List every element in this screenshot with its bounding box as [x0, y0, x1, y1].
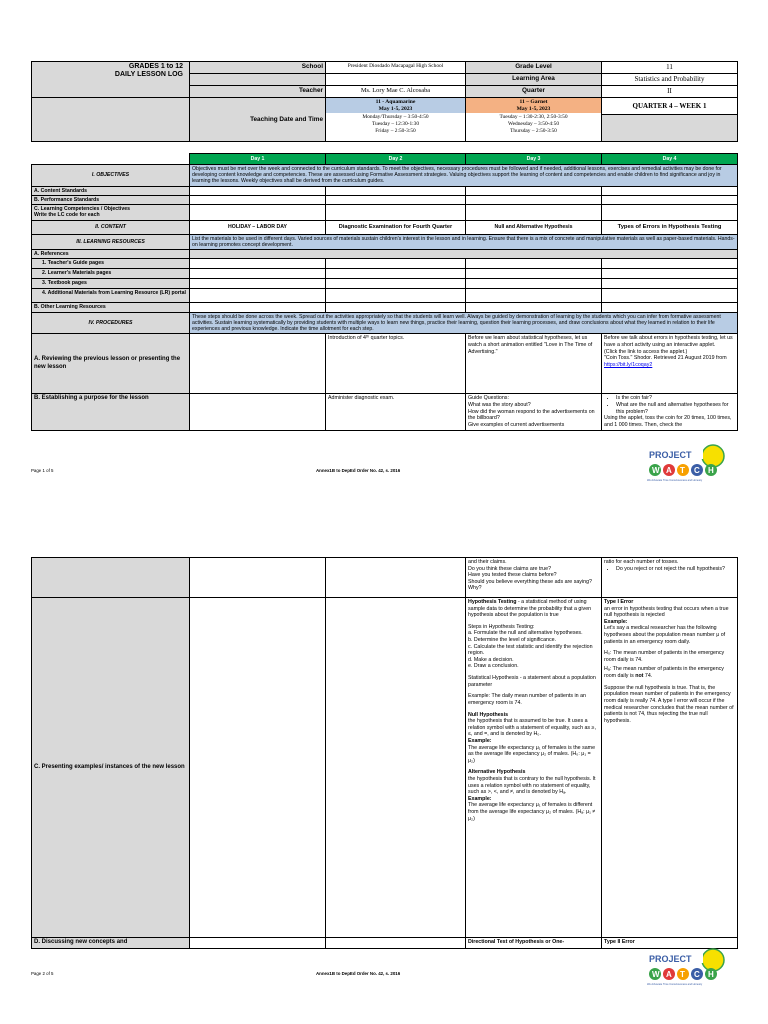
proc-d-day-3: Directional Test of Hypothesis or One-	[466, 938, 602, 949]
type-1-example: Let's say a medical researcher has the following hypotheses about the population mean number μ of patients in an emergency room daily.	[604, 625, 726, 645]
sect1-time-2: Tuesday – 12:30-1:30	[371, 121, 420, 128]
section-aquamarine	[326, 98, 466, 142]
proc-a-label: A. Reviewing the previous lesson or presenting the new lesson	[32, 334, 190, 394]
day-3-cont-line-2: Do you think these claims are true?	[468, 565, 552, 572]
logo-letter-a-1: A	[666, 466, 672, 475]
null-title: Null Hypothesis	[468, 711, 509, 718]
teacher-label: Teacher	[190, 86, 326, 98]
day-4-cont-bullet: • Do you reject or not reject the null hypothesis?	[616, 566, 735, 573]
competencies-label	[32, 205, 190, 220]
title-line-2: DAILY LESSON LOG	[114, 71, 183, 79]
day-4-cont-line-1: ratio for each number of tosses.	[604, 559, 679, 565]
resources-note: List the materials to be used in different days. Varied sources of materials sustain children's interest in the lesson and in learning. Ensure that there is a mix of concrete and manipulative materials as well as paper-based materials. Hands-on learning promotes concept development.	[190, 234, 738, 249]
proc-a-day-4-text-1: Before we talk about errors in hypothesis testing, let us have a short activity using an interactive applet.	[604, 335, 733, 348]
day-4-cont	[602, 558, 738, 598]
references-label: A. References	[32, 250, 190, 259]
lesson-table-page-2	[31, 557, 738, 949]
quarter-week-cell	[602, 98, 738, 142]
logo-letter-t-1: T	[680, 466, 685, 475]
proc-b-day-3-line-4: Give examples of current advertisements	[468, 421, 565, 428]
annex-note-1: Annex1B to DepEd Order No. 42, s. 2016	[316, 468, 401, 473]
grade-level-value: 11	[602, 62, 738, 74]
type-1-ha-start: Hₐ: The mean number of patients in the emergency room daily is	[604, 666, 724, 680]
null-example: The average life expectancy μ₁ of females is the same as the average life expectancy μ₂ of males. (H₀: μ₁ = μ₂)	[468, 744, 596, 764]
logo-letter-c-1: C	[694, 466, 700, 475]
step-b: b. Determine the level of significance.	[468, 637, 557, 644]
proc-c-day-3	[466, 598, 602, 938]
ref-lr-portal: 4. Additional Materials from Learning Resource (LR) portal	[32, 289, 190, 303]
grade-level-label: Grade Level	[466, 62, 602, 74]
day-3-header: Day 3	[466, 154, 602, 165]
proc-c-day-4	[602, 598, 738, 938]
proc-b-day-4-bullet-2: • What are the null and alternative hypotheses for this problem?	[616, 402, 735, 415]
quarter-label: Quarter	[466, 86, 602, 98]
proc-b-day-4-text: Using the applet, toss the coin for 20 times, 100 times, and 1 000 times. Then, check the	[604, 415, 732, 428]
type-1-h0: H₀: The mean number of patients in the emergency room daily is 74.	[604, 650, 725, 663]
procedures-note: These steps should be done across the week. Spread out the activities appropriately so that the students will learn well. Always be guided by demonstration of learning by the students which you can infer from formative assessment activities. Sustain learning systematically by providing students with multiple ways to learn new things, practice their learning, question their learning processes, and draw conclusions about what they learned in relation to their life experiences and previous knowledge. Indicate the time allotment for each step.	[190, 312, 738, 334]
ht-title: Hypothesis Testing	[468, 599, 517, 605]
null-def: the hypothesis that is assumed to be true. It uses a relation symbol with a statement of equality, such as ≥, ≤, and =, and is denoted by H₀.	[468, 718, 596, 738]
type-1-title: Type I Error	[604, 599, 634, 605]
content-day-2: Diagnostic Examination for Fourth Quarter	[326, 220, 466, 234]
alt-example: The average life expectancy μ₁ of females is different from the average life expectancy μ₂ of males. (Hₐ: μ₁ ≠ μ₂)	[468, 802, 596, 822]
sect2-date: May 1-5, 2023	[516, 105, 551, 112]
day-3-cont-line-4: Should you believe everything these ads are saying? Why?	[468, 578, 592, 592]
content-label: II. CONTENT	[32, 220, 190, 234]
alt-def: the hypothesis that is contrary to the null hypothesis. It uses a relation symbol with no statement of equality, such as >, <, and ≠, and is denoted by Hₐ.	[468, 776, 596, 796]
applet-link[interactable]: https://bit.ly/1coqay2	[604, 361, 653, 368]
logo-project-text-2: PROJECT	[649, 954, 692, 964]
logo-letter-a-2: A	[666, 970, 672, 979]
school-label: School	[190, 62, 326, 74]
annex-note-2: Annex1B to DepEd Order No. 42, s. 2016	[316, 971, 401, 976]
content-day-4: Types of Errors in Hypothesis Testing	[602, 220, 738, 234]
day-3-cont-line-1: and their claims.	[468, 559, 507, 565]
step-a: a. Formulate the null and alternative hypotheses.	[468, 630, 583, 637]
competencies-line-1: C. Learning Competencies / Objectives	[34, 206, 130, 213]
proc-b-day-2: Administer diagnostic exam.	[326, 394, 466, 431]
proc-d-label: D. Discussing new concepts and	[32, 938, 190, 949]
proc-b-day-4-bullet-1: • Is the coin fair?	[616, 395, 735, 402]
sect1-date: May 1-5, 2023	[378, 105, 413, 112]
ref-teachers-guide: 1. Teacher's Guide pages	[32, 259, 190, 269]
objectives-label: I. OBJECTIVES	[32, 165, 190, 187]
project-watch-logo-2	[643, 948, 729, 988]
proc-a-day-4-citation: "Coin Toss." Shodor. Retrieved 21 August 2019 from	[604, 355, 727, 362]
objectives-note: Objectives must be met over the week and connected to the curriculum standards. To meet the objectives, necessary procedures must be followed and if needed, additional lessons, exercises and remedial activities may be done for developing content knowledge and competencies. These are assessed using Formative Assessment strategies. Valuing objectives support the learning of content and competencies and enable children to find significance and joy in learning the lessons. Weekly objectives shall be derived from the curriculum guides.	[190, 165, 738, 187]
steps-title: Steps in Hypothesis Testing:	[468, 623, 535, 630]
lesson-table-page-1	[31, 153, 738, 431]
teacher-value: Ms. Lory Mae C. Alcosaba	[326, 86, 466, 98]
page-number-2: Page 2 of 5	[31, 971, 54, 976]
logo-project-text-1: PROJECT	[649, 450, 692, 460]
step-e: e. Draw a conclusion.	[468, 663, 519, 670]
logo-letter-t-2: T	[680, 970, 685, 979]
example-1: Example: The daily mean number of patients in an emergency room is 74.	[468, 693, 586, 706]
day-1-header: Day 1	[190, 154, 326, 165]
quarter-value: II	[602, 86, 738, 98]
ht-def: - a statistical method of using sample data to determine the probability that a given hypothesis about the population is true	[468, 599, 592, 619]
sect1-time-3: Friday – 2:50-3:50	[375, 128, 416, 135]
day-4-header: Day 4	[602, 154, 738, 165]
ref-textbook: 3. Textbook pages	[32, 279, 190, 289]
type-1-ha-not: not	[635, 673, 644, 680]
content-day-1: HOLIDAY – LABOR DAY	[190, 220, 326, 234]
type-1-suppose: Suppose the null hypothesis is true. That is, the population mean number of patients in the emergency room daily is really 74. A type I error will occur if the medical researcher concludes that the mean number of patients is not 74, thus rejecting the true null hypothesis.	[604, 684, 734, 724]
proc-a-day-3: Before we learn about statistical hypotheses, let us watch a short animation entitled "Love in The Time of Advertising."	[466, 334, 602, 394]
proc-b-day-4	[602, 394, 738, 431]
type-1-example-label: Example:	[604, 618, 628, 625]
proc-b-label: B. Establishing a purpose for the lesson	[32, 394, 190, 431]
learning-area-value: Statistics and Probability	[602, 74, 738, 86]
step-d: d. Make a decision.	[468, 656, 514, 663]
procedures-label: IV. PROCEDURES	[32, 312, 190, 334]
page-2	[0, 512, 768, 1024]
logo-letter-w-2: W	[652, 970, 660, 979]
day-3-cont-line-3: Have you tested these claims before?	[468, 572, 557, 579]
sect1-name: 11 - Aquamarine	[375, 99, 416, 105]
logo-letter-h-1: H	[708, 466, 714, 475]
type-1-ha-end: 74.	[643, 673, 653, 680]
resources-label: III. LEARNING RESOURCES	[32, 234, 190, 249]
quarter-week: QUARTER 4 – WEEK 1	[602, 98, 737, 115]
type-1-def: an error in hypothesis testing that occurs when a true null hypothesis is rejected	[604, 605, 729, 619]
performance-standards-label: B. Performance Standards	[32, 195, 190, 204]
logo-letter-c-2: C	[694, 970, 700, 979]
school-value: President Diosdado Macapagal High School	[326, 62, 466, 74]
proc-a-day-4	[602, 334, 738, 394]
logo-tagline-1: We Advocate Time Consciousness and Honesty	[647, 479, 703, 482]
teaching-date-label: Teaching Date and Time	[190, 98, 326, 142]
day-2-header: Day 2	[326, 154, 466, 165]
proc-c-label: C. Presenting examples/ instances of the new lesson	[32, 598, 190, 938]
project-watch-logo-1	[643, 444, 729, 484]
competencies-line-2: Write the LC code for each	[34, 212, 100, 219]
proc-a-day-4-text-2: (Click the link to access the applet.)	[604, 348, 688, 355]
sh-def: Statistical Hypothesis - a statement about a population parameter	[468, 675, 596, 688]
other-resources-label: B. Other Learning Resources	[32, 303, 190, 312]
proc-b-day-3	[466, 394, 602, 431]
alt-example-label: Example:	[468, 795, 492, 802]
ref-learners-materials: 2. Learner's Materials pages	[32, 269, 190, 279]
proc-b-day-3-line-1: Guide Questions:	[468, 395, 509, 402]
sect1-time-1: Monday/Thursday – 3:50-4:50	[362, 114, 429, 121]
proc-b-day-3-line-3: How did the woman respond to the advertisements on the billboard?	[468, 408, 595, 422]
logo-letter-h-2: H	[708, 970, 714, 979]
sect2-name: 11 – Garnet	[519, 99, 548, 105]
page-number-1: Page 1 of 5	[31, 468, 54, 473]
content-day-3: Null and Alternative Hypothesis	[466, 220, 602, 234]
logo-tagline-2: We Advocate Time Consciousness and Honesty	[647, 983, 703, 986]
sect2-time-1: Tuesday – 1:30-2:30, 2:50-3:50	[499, 114, 568, 121]
step-c: c. Calculate the test statistic and identify the rejection region.	[468, 643, 593, 657]
sect2-time-3: Thursday – 2:50-3:50	[510, 128, 557, 135]
section-garnet	[466, 98, 602, 142]
null-example-label: Example:	[468, 737, 492, 744]
learning-area-label: Learning Area	[466, 74, 602, 86]
title-line-1: GRADES 1 to 12	[128, 63, 183, 70]
proc-b-day-3-line-2: What was the story about?	[468, 401, 531, 408]
content-standards-label: A. Content Standards	[32, 186, 190, 195]
logo-letter-w-1: W	[652, 466, 660, 475]
header-table	[31, 61, 738, 142]
day-3-cont	[466, 558, 602, 598]
proc-a-day-2: Introduction of 4ᵗʰ quarter topics.	[326, 334, 466, 394]
proc-d-day-4: Type II Error	[602, 938, 738, 949]
sect2-time-2: Wednesday – 3:50-4:50	[507, 121, 560, 128]
alt-title: Alternative Hypothesis	[468, 769, 526, 776]
